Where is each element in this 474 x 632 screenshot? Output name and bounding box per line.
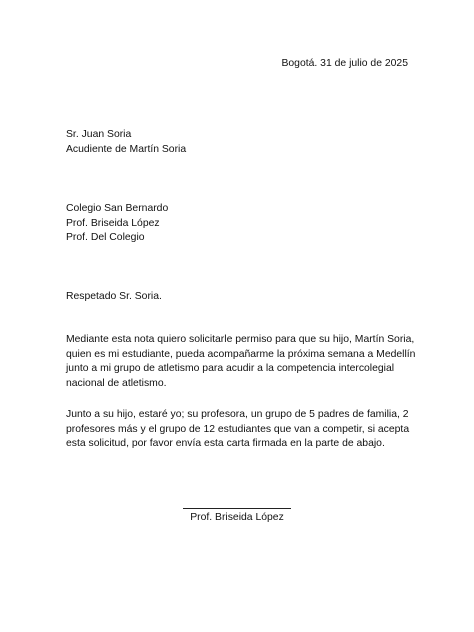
body-paragraph-1 [66,333,416,391]
paragraph-line: Junto a su hijo, estaré yo; su profesora, un grupo de 5 padres de familia, 2 [66,409,409,420]
school-block [66,202,168,246]
paragraph-line: junto a mi grupo de atletismo para acudir a la competencia intercolegial [66,363,395,375]
body-paragraph-2 [66,408,416,452]
school-teacher: Prof. Briseida López [66,217,160,229]
school-name: Colegio San Bernardo [66,203,169,214]
paragraph-line: esta solicitud, por favor envía esta carta firmada en la parte de abajo. [66,438,385,450]
letter-greeting: Respetado Sr. Soria. [66,291,162,302]
paragraph-line: Mediante esta nota quiero solicitarle permiso para que su hijo, Martín Soria, [66,334,415,345]
paragraph-line: nacional de atletismo. [66,377,167,389]
recipient-role: Acudiente de Martín Soria [66,143,187,155]
recipient-name: Sr. Juan Soria [66,129,132,140]
school-department: Prof. Del Colegio [66,232,145,244]
paragraph-line: profesores más y el grupo de 12 estudiantes que van a competir, si acepta [66,423,410,435]
paragraph-line: quien es mi estudiante, pueda acompañarme la próxima semana a Medellín [66,348,416,360]
recipient-block [66,128,186,157]
signature-name: Prof. Briseida López [190,512,284,523]
signature-line [183,508,291,509]
letter-date: Bogotá. 31 de julio de 2025 [281,58,408,69]
